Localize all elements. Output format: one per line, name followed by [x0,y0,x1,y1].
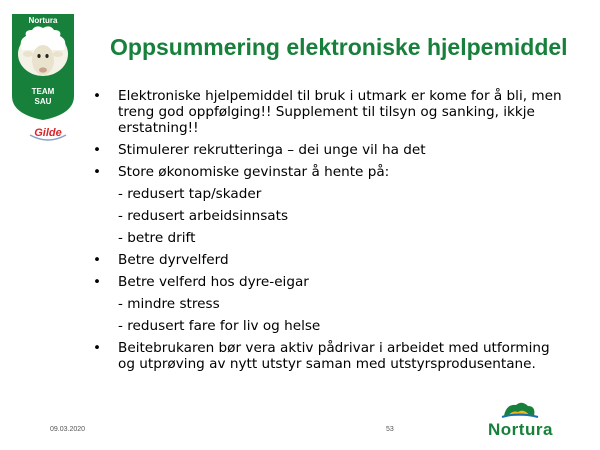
footer-date: 09.03.2020 [50,426,86,433]
list-item [90,186,570,202]
team-logo-line1: TEAM [31,87,55,96]
list-item-text: Store økonomiske gevinstar å hente på: [118,164,390,180]
list-item [90,142,570,158]
bullet-list [90,88,570,378]
list-item [90,230,570,246]
slide-title: Oppsummering elektroniske hjelpemiddel [110,34,568,60]
list-item-text: - redusert tap/skader [118,186,262,202]
list-item [90,252,570,268]
list-item [90,88,570,136]
list-item [90,340,570,372]
list-item-text: - redusert arbeidsinnsats [118,208,289,224]
list-item-text: - mindre stress [118,296,220,312]
nortura-wordmark: Nortura [488,420,553,439]
list-item-text: Elektroniske hjelpemiddel til bruk i utmark er kome for å bli, men treng god oppfølging!! Supplement til tilsyn og sanking, ikkje erstatning!! [118,88,562,136]
team-sau-logo [8,10,78,122]
list-item-text: Stimulerer rekrutteringa – dei unge vil ha det [118,142,426,158]
list-item [90,318,570,334]
page-number: 53 [386,426,394,433]
list-item-text: Betre velferd hos dyre-eigar [118,274,309,290]
team-logo-brand: Nortura [28,16,58,25]
list-item-text: Betre dyrvelferd [118,252,229,268]
gilde-logo-text: Gilde [34,127,62,139]
list-item [90,274,570,290]
gilde-logo [28,125,68,143]
list-item [90,208,570,224]
list-item-text: - betre drift [118,230,196,246]
list-item [90,164,570,180]
list-item-text: - redusert fare for liv og helse [118,318,321,334]
list-item-text: Beitebrukaren bør vera aktiv pådrivar i arbeidet med utforming og utprøving av nytt utstyr saman med utstyrsprodusentane. [118,340,550,372]
team-logo-line2: SAU [34,97,52,106]
list-item [90,296,570,312]
